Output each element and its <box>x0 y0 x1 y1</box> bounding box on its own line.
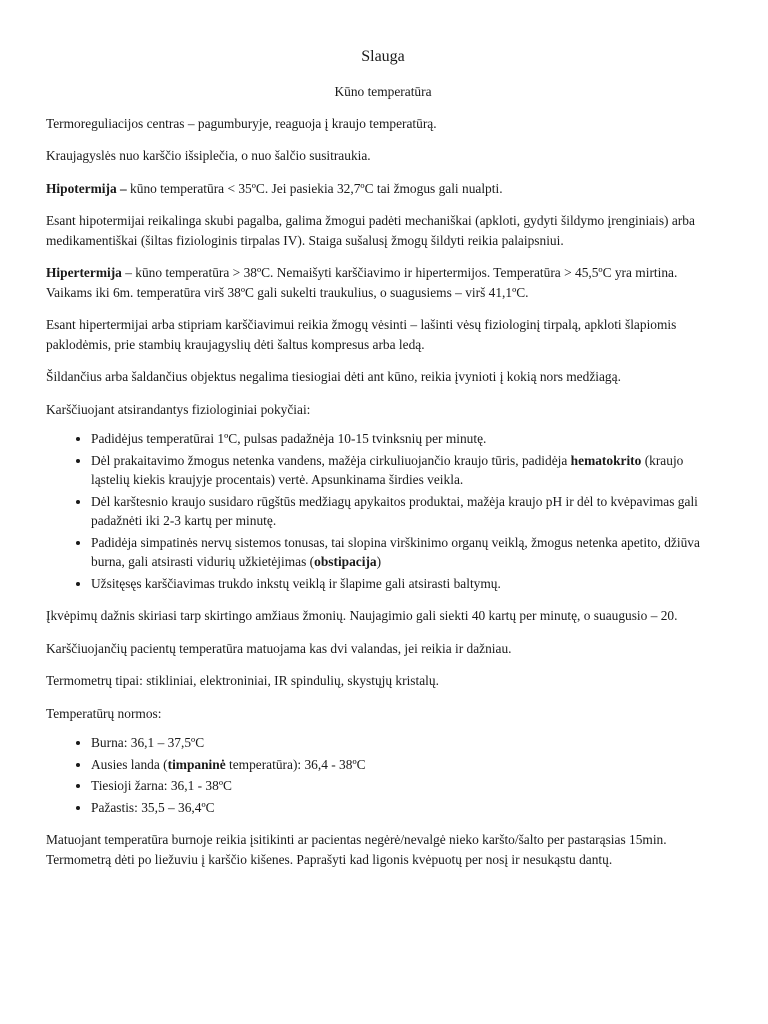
list-item-text: Padidėja simpatinės nervų sistemos tonusas, tai slopina virškinimo organų veiklą, žmogus netenka apetito, džiūva burna, gali atsirasti vidurių užkietėjimas ( <box>91 534 700 569</box>
list-item <box>91 755 720 775</box>
document-title: Slauga <box>361 48 405 65</box>
paragraph-oral-measurement: Matuojant temperatūra burnoje reikia įsitikinti ar pacientas negėrė/nevalgė nieko karšto/šalto per pastarąsias 15min. Termometrą dėti po liežuviu į karščio kišenes. Paprašyti kad ligonis kvėpuotų per nosį ir nesukąstu dantų. <box>46 832 667 867</box>
term-hematocrit: hematokrito <box>570 452 642 468</box>
paragraph-objects: Šildančius arba šaldančius objektus negalima tiesiogiai dėti ant kūno, reikia įvynioti į kokią nors medžiagą. <box>46 369 621 384</box>
list-item-text: (kraujo ląstelių kiekis kraujyje procentais) vertė. Apsunkinama širdies veikla. <box>91 452 684 487</box>
document-subtitle: Kūno temperatūra <box>334 84 432 99</box>
paragraph-thermoregulation: Termoreguliacijos centras – pagumburyje, reaguoja į kraujo temperatūrą. <box>46 115 437 131</box>
list-temperature-norms <box>46 733 720 817</box>
term-obstipation: obstipacija <box>314 554 377 569</box>
hyperthermia-definition: – kūno temperatūra > 38ºC. Nemaišyti karščiavimo ir hipertermijos. Temperatūra > 45,5ºC yra mirtina. Vaikams iki 6m. temperatūra virš 38ºC gali sukelti traukulius, o suagusiems – virš 41,1ºC. <box>46 265 678 300</box>
paragraph-hyperthermia <box>46 263 720 302</box>
list-item: • Tiesioji žarna: 36,1 - 38ºC <box>91 776 720 796</box>
list-item: • Burna: 36,1 – 37,5ºC <box>91 733 720 753</box>
list-item-text: Ausies landa ( <box>91 756 168 772</box>
list-item: • Dėl karštesnio kraujo susidaro rūgštūs medžiagų apykaitos produktai, mažėja kraujo pH ir dėl to kvėpavimas gali padažnėti iki 2-3 kartų per minutę. <box>91 492 720 531</box>
list-item: • Padidėjus temperatūrai 1ºC, pulsas padažnėja 10-15 tvinksnių per minutę. <box>91 429 720 449</box>
list-item: • Užsitęsęs karščiavimas trukdo inkstų veiklą ir šlapime gali atsirasti baltymų. <box>91 574 720 594</box>
paragraph-hypothermia-help: Esant hipotermijai reikalinga skubi pagalba, galima žmogui padėti mechaniškai (apkloti, gydyti šildymo įrenginiais) arba medikamentiškai (šiltas fiziologinis tirpalas IV). Staiga sušalusį žmogų šildyti reikia palaipsniui. <box>46 213 695 248</box>
list-item <box>91 533 720 572</box>
paragraph-vessels: Kraujagyslės nuo karščio išsiplečia, o nuo šalčio susitraukia. <box>46 148 371 163</box>
paragraph-changes-intro: Karščiuojant atsirandantys fiziologiniai pokyčiai: <box>46 401 311 417</box>
paragraph-measurement-frequency: Karščiuojančių pacientų temperatūra matuojama kas dvi valandas, jei reikia ir dažniau. <box>46 640 512 656</box>
paragraph-cooling: Esant hipertermijai arba stipriam karščiavimui reikia žmogų vėsinti – lašinti vėsų fiziologinį tirpalą, apkloti šlapiomis paklodėmis, prie stambių kraujagyslių dėti šaltus kompresus arba ledą. <box>46 317 677 352</box>
hypothermia-definition: kūno temperatūra < 35ºC. Jei pasiekia 32,7ºC tai žmogus gali nualpti. <box>126 180 503 196</box>
paragraph-hypothermia <box>46 179 720 199</box>
term-hyperthermia: Hipertermija <box>46 265 122 280</box>
paragraph-breathing: Įkvėpimų dažnis skiriasi tarp skirtingo amžiaus žmonių. Naujagimio gali siekti 40 kartų per minutę, o suaugusio – 20. <box>46 608 678 623</box>
list-item-text: Dėl prakaitavimo žmogus netenka vandens, mažėja cirkuliuojančio kraujo tūris, padidėja <box>91 452 571 468</box>
list-item: • Pažastis: 35,5 – 36,4ºC <box>91 798 720 818</box>
list-item <box>91 451 720 490</box>
paragraph-norms-intro: Temperatūrų normos: <box>46 705 162 721</box>
term-tympanic: timpaninė <box>167 756 226 772</box>
list-item-text: ) <box>376 554 382 569</box>
term-hypothermia: Hipotermija – <box>46 180 127 196</box>
paragraph-thermometer-types: Termometrų tipai: stikliniai, elektroniniai, IR spindulių, skystųjų kristalų. <box>46 673 439 688</box>
list-physiological-changes <box>46 429 720 593</box>
list-item-text: temperatūra): 36,4 - 38ºC <box>225 756 366 772</box>
